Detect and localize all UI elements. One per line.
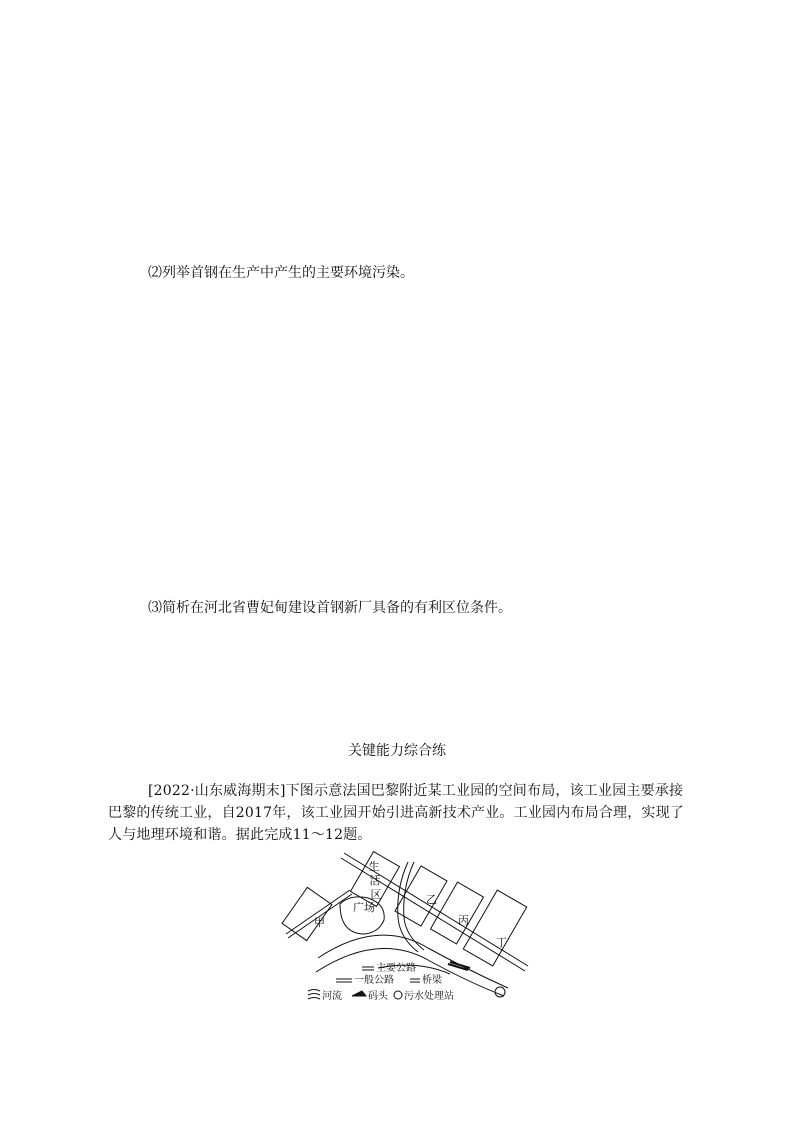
label-yi: 乙 xyxy=(426,893,437,906)
label-jia: 甲 xyxy=(314,916,325,929)
label-living-3: 区 xyxy=(370,888,382,901)
label-living-1: 生 xyxy=(368,860,380,873)
block-ding xyxy=(463,890,526,966)
legend-river: 河流 xyxy=(322,991,342,1002)
intro-paragraph: [2022·山东威海期末]下图示意法国巴黎附近某工业园的空间布局，该工业园主要承接巴黎的传统工业，自2017年，该工业园开始引进高新技术产业。工业园内布局合理，实现了人与地理环境和谐。据此完成11～12题。 xyxy=(108,783,685,843)
block-bing xyxy=(431,882,484,944)
general-road-left xyxy=(286,890,352,938)
label-bing: 丙 xyxy=(458,914,469,927)
sewage-station-mark xyxy=(495,987,505,997)
label-ding: 丁 xyxy=(496,936,507,949)
legend-sewage: 污水处理站 xyxy=(404,991,454,1002)
section-title: 关键能力综合练 xyxy=(348,743,446,759)
question-2: ⑵列举首钢在生产中产生的主要环境污染。 xyxy=(148,265,414,281)
legend-bridge: 桥梁 xyxy=(422,975,442,986)
legend-wharf: 码头 xyxy=(368,991,388,1002)
question-3: ⑶简析在河北省曹妃甸建设首钢新厂具备的有利区位条件。 xyxy=(148,600,512,616)
label-plaza: 广场 xyxy=(353,901,375,914)
wharf-mark xyxy=(448,962,470,970)
label-living-2: 活 xyxy=(369,874,381,887)
legend xyxy=(308,961,454,1002)
legend-general-road: 一般公路 xyxy=(354,975,394,986)
legend-main-road: 主要公路 xyxy=(376,963,416,974)
block-jia xyxy=(282,887,332,940)
industrial-park-map xyxy=(278,848,540,1010)
